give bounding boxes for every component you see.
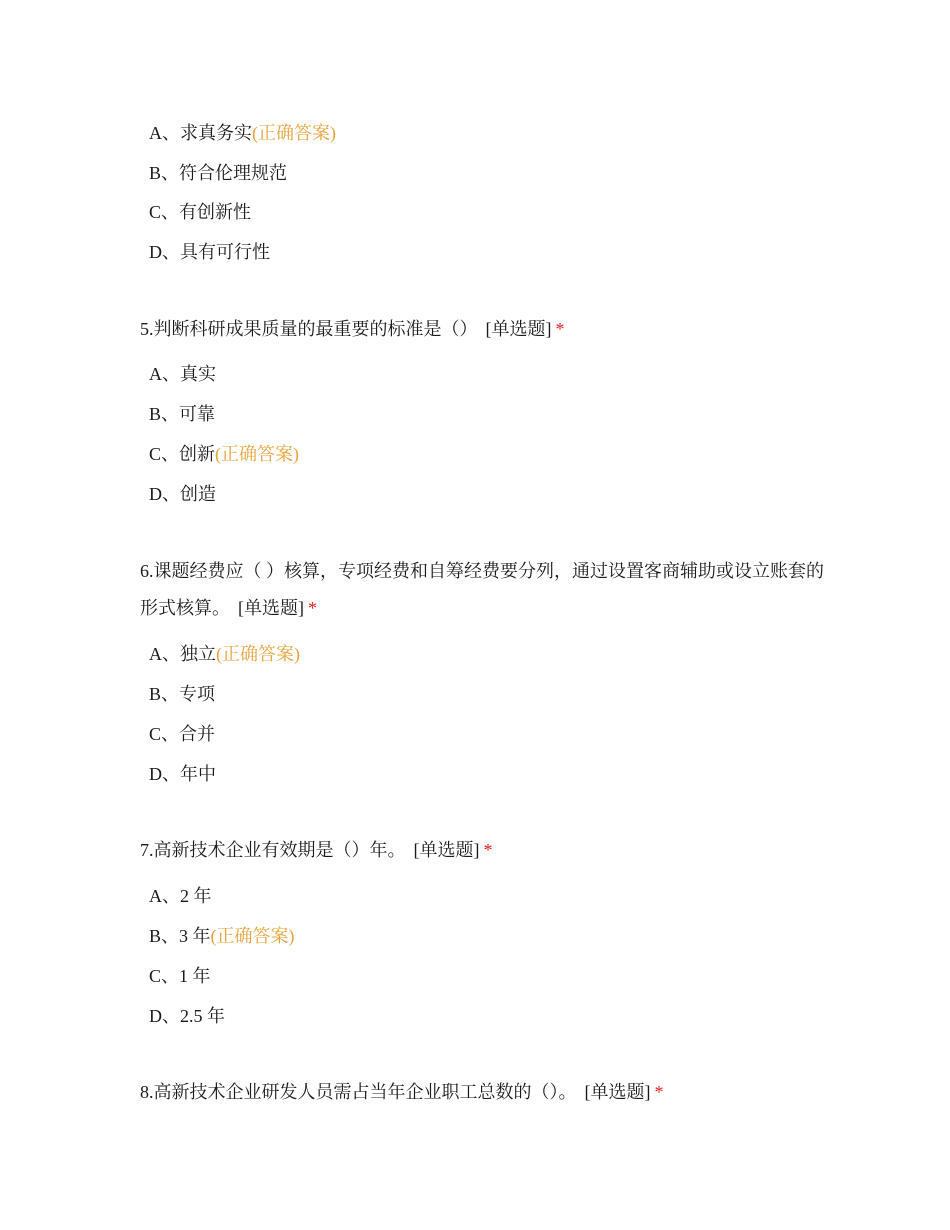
option-label: C、合并 <box>149 724 216 744</box>
option-label: D、2.5 年 <box>149 1006 225 1026</box>
correct-answer-marker: (正确答案) <box>210 926 295 946</box>
q4-option-d <box>149 240 270 264</box>
q4-option-b <box>149 161 287 185</box>
option-label: D、创造 <box>149 484 216 504</box>
option-label: C、1 年 <box>149 966 211 986</box>
q5-option-a <box>149 362 216 386</box>
required-asterisk: * <box>654 1082 664 1102</box>
question-text: 6.课题经费应（ ）核算，专项经费和自筹经费要分列，通过设置客商辅助或设立账套的形式核算。 <box>140 561 824 618</box>
q7-option-b <box>149 924 295 948</box>
option-label: A、独立 <box>149 644 216 664</box>
q5-option-c <box>149 442 299 466</box>
option-label: B、可靠 <box>149 404 216 424</box>
question-text: 5.判断科研成果质量的最重要的标准是（） <box>140 319 478 339</box>
q4-option-a <box>149 121 336 145</box>
correct-answer-marker: (正确答案) <box>216 644 300 664</box>
q7-option-c <box>149 964 211 988</box>
option-label: D、年中 <box>149 764 216 784</box>
required-asterisk: * <box>483 840 493 860</box>
q6-option-c <box>149 722 215 746</box>
required-asterisk: * <box>555 319 565 339</box>
q6-option-a <box>149 642 300 666</box>
q6-title <box>140 553 830 627</box>
q6-option-d <box>149 762 216 786</box>
option-label: B、3 年 <box>149 926 211 946</box>
option-label: B、符合伦理规范 <box>149 163 288 183</box>
q7-option-a <box>149 884 212 908</box>
option-label: B、专项 <box>149 684 216 704</box>
option-label: A、求真务实 <box>149 123 252 143</box>
q7-title <box>140 832 830 869</box>
option-label: A、真实 <box>149 364 216 384</box>
question-type: [单选题] <box>584 1082 651 1102</box>
q8-title <box>140 1074 830 1111</box>
option-label: C、有创新性 <box>149 202 252 222</box>
option-label: C、创新 <box>149 444 216 464</box>
correct-answer-marker: (正确答案) <box>215 444 300 464</box>
option-label: D、具有可行性 <box>149 242 270 262</box>
question-type: [单选题] <box>413 840 480 860</box>
correct-answer-marker: (正确答案) <box>252 123 336 143</box>
q5-option-b <box>149 402 215 426</box>
question-type: [单选题] <box>238 598 304 618</box>
question-text: 8.高新技术企业研发人员需占当年企业职工总数的（）。 <box>140 1082 577 1102</box>
required-asterisk: * <box>308 598 317 618</box>
q5-title <box>140 311 830 348</box>
question-type: [单选题] <box>485 319 552 339</box>
option-label: A、2 年 <box>149 886 212 906</box>
q7-option-d <box>149 1004 225 1028</box>
q4-option-c <box>149 200 251 224</box>
q6-option-b <box>149 682 215 706</box>
question-text: 7.高新技术企业有效期是（）年。 <box>140 840 406 860</box>
q5-option-d <box>149 482 216 506</box>
